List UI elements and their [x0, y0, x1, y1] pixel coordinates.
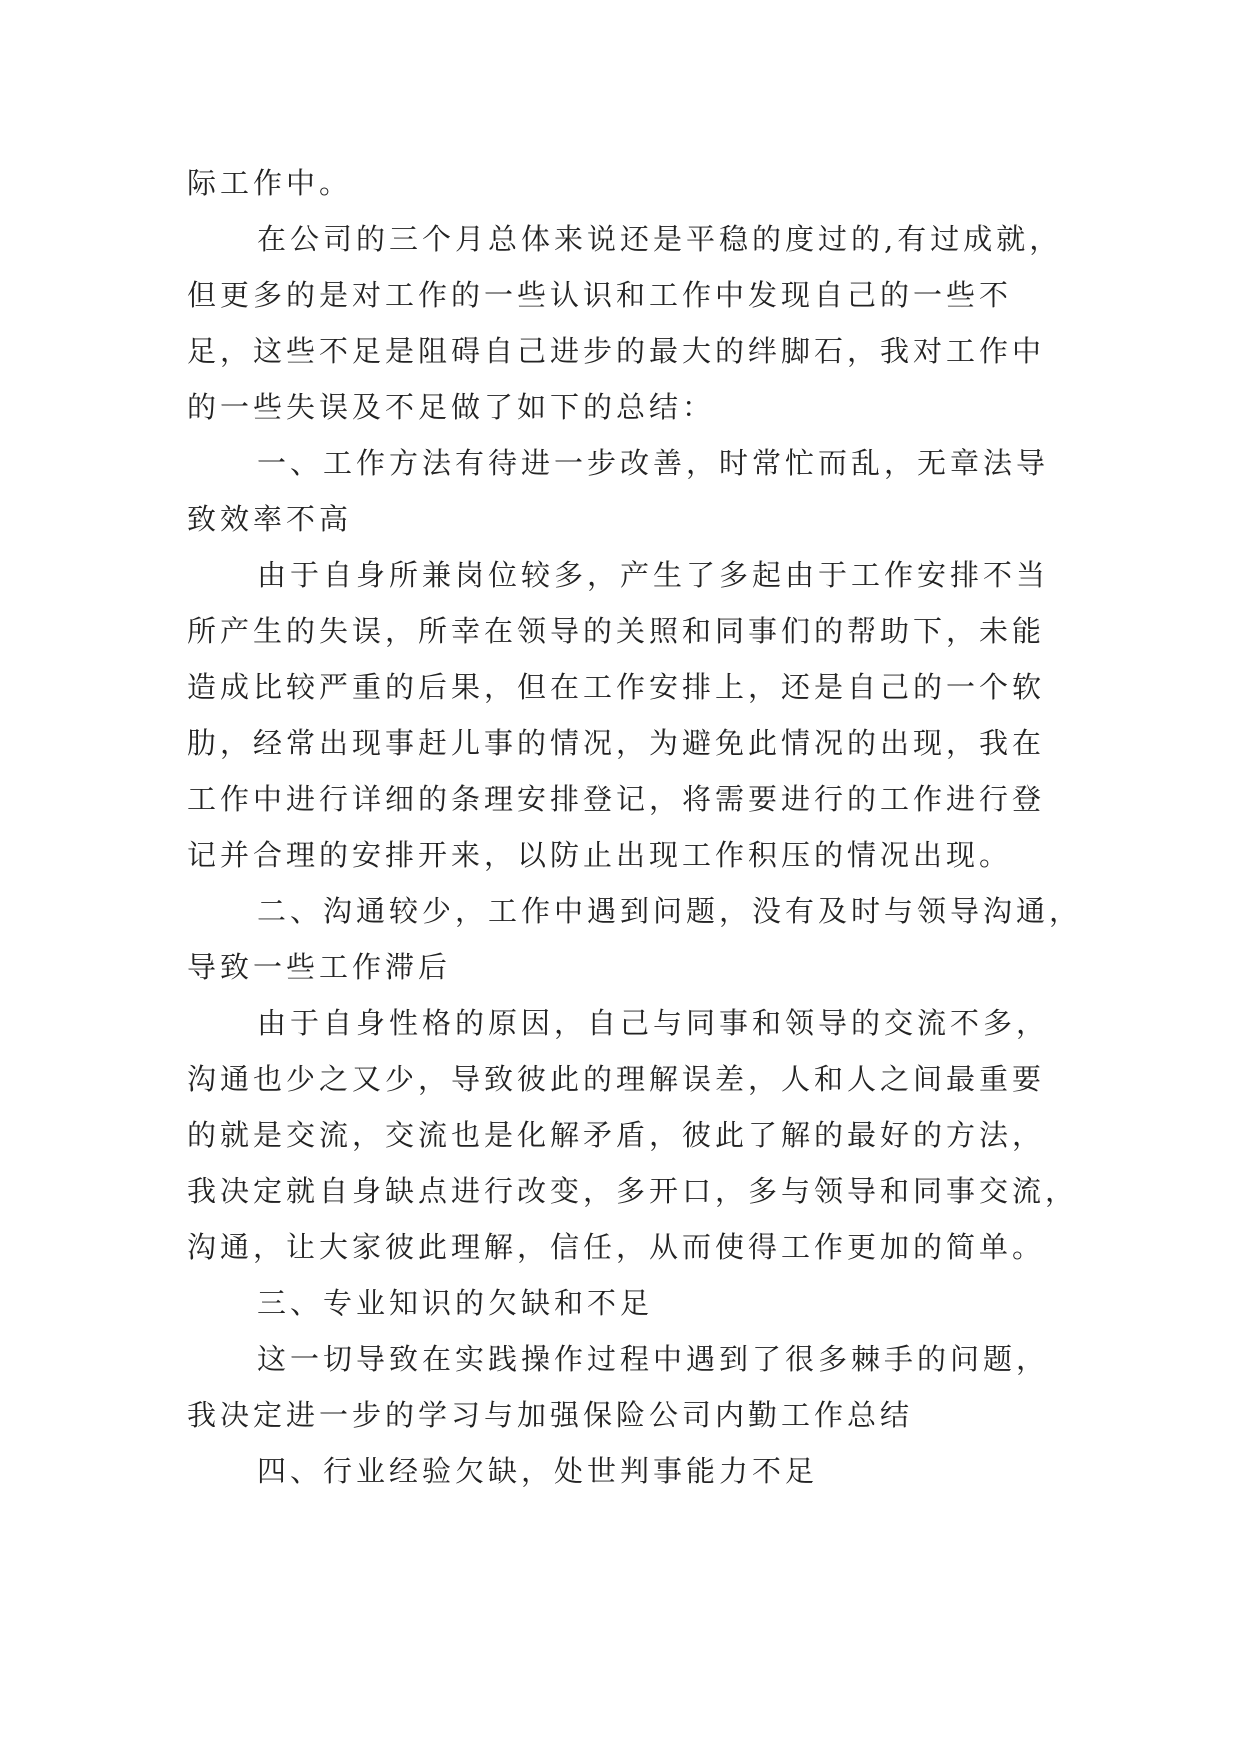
section-heading-1: 一、工作方法有待进一步改善，时常忙而乱，无章法导 — [257, 446, 1050, 480]
text-line: 际工作中。 — [187, 166, 353, 200]
section-heading-1-continued: 致效率不高 — [187, 502, 353, 536]
text-line: 肋，经常出现事赶儿事的情况，为避免此情况的出现，我在 — [187, 726, 1046, 760]
text-line: 我决定进一步的学习与加强保险公司内勤工作总结 — [187, 1398, 914, 1432]
text-line: 足，这些不足是阻碍自己进步的最大的绊脚石，我对工作中 — [187, 334, 1046, 368]
text-line: 我决定就自身缺点进行改变，多开口，多与领导和同事交流， — [187, 1174, 1079, 1208]
text-line: 记并合理的安排开来，以防止出现工作积压的情况出现。 — [187, 838, 1013, 872]
section-heading-2: 二、沟通较少，工作中遇到问题，没有及时与领导沟通， — [257, 894, 1083, 928]
text-line: 沟通，让大家彼此理解，信任，从而使得工作更加的简单。 — [187, 1230, 1046, 1264]
paragraph-first-line: 由于自身性格的原因，自己与同事和领导的交流不多， — [257, 1006, 1050, 1040]
section-heading-3: 三、专业知识的欠缺和不足 — [257, 1286, 654, 1320]
section-heading-4: 四、行业经验欠缺，处世判事能力不足 — [257, 1454, 819, 1488]
paragraph-first-line: 在公司的三个月总体来说还是平稳的度过的,有过成就， — [257, 222, 1063, 256]
text-line: 造成比较严重的后果，但在工作安排上，还是自己的一个软 — [187, 670, 1046, 704]
text-line: 的就是交流，交流也是化解矛盾，彼此了解的最好的方法， — [187, 1118, 1046, 1152]
text-line: 沟通也少之又少，导致彼此的理解误差，人和人之间最重要 — [187, 1062, 1046, 1096]
text-line: 但更多的是对工作的一些认识和工作中发现自己的一些不 — [187, 278, 1013, 312]
text-line: 工作中进行详细的条理安排登记，将需要进行的工作进行登 — [187, 782, 1046, 816]
paragraph-first-line: 由于自身所兼岗位较多，产生了多起由于工作安排不当 — [257, 558, 1050, 592]
text-line: 所产生的失误，所幸在领导的关照和同事们的帮助下，未能 — [187, 614, 1046, 648]
section-heading-2-continued: 导致一些工作滞后 — [187, 950, 452, 984]
document-body — [187, 155, 1083, 1499]
text-line: 的一些失误及不足做了如下的总结： — [187, 390, 716, 424]
paragraph-first-line: 这一切导致在实践操作过程中遇到了很多棘手的问题， — [257, 1342, 1050, 1376]
